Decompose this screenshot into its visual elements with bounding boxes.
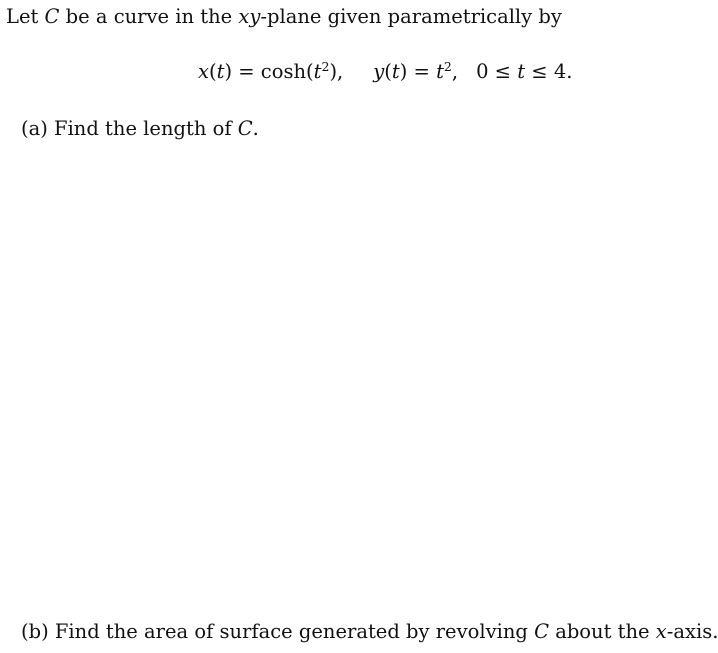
y-rhs-var: t	[436, 60, 444, 83]
part-b-curve-symbol: C	[534, 620, 549, 643]
part-b-question	[21, 622, 718, 642]
y-lhs: y	[373, 60, 385, 83]
y-paren-open: (	[384, 60, 392, 83]
x-param: t	[216, 60, 225, 83]
part-b-label: (b)	[21, 620, 49, 643]
x-paren-open: (	[209, 60, 217, 83]
intro-text-mid: be a curve in the	[59, 5, 239, 28]
part-a-label: (a)	[21, 117, 48, 140]
y-equals: ) =	[399, 60, 437, 83]
part-b-axis-var: x	[655, 620, 667, 643]
range-low: 0 ≤	[476, 60, 518, 83]
plane-vars: xy	[238, 5, 261, 28]
range-var: t	[517, 60, 526, 83]
x-cosh: ) = cosh(	[224, 60, 314, 83]
range-high: ≤ 4.	[525, 60, 573, 83]
part-a-text: Find the length of	[47, 117, 238, 140]
parametric-equation	[198, 59, 573, 83]
intro-text-end: -plane given parametrically by	[260, 5, 562, 28]
part-b-end: -axis.	[666, 620, 718, 643]
y-param: t	[391, 60, 400, 83]
y-exponent: 2	[443, 59, 452, 75]
x-end: ),	[329, 60, 344, 83]
x-lhs: x	[198, 60, 209, 83]
part-a-end: .	[252, 117, 259, 140]
curve-symbol: C	[44, 5, 60, 28]
x-exponent: 2	[321, 59, 330, 75]
x-inner-var: t	[313, 60, 322, 83]
intro-line	[6, 7, 562, 27]
intro-text-before: Let	[6, 5, 45, 28]
y-end: ,	[451, 60, 459, 83]
part-b-middle: about the	[549, 620, 656, 643]
part-b-text: Find the area of surface generated by revolving	[48, 620, 535, 643]
part-a-curve-symbol: C	[237, 117, 253, 140]
part-a-question	[21, 119, 259, 139]
